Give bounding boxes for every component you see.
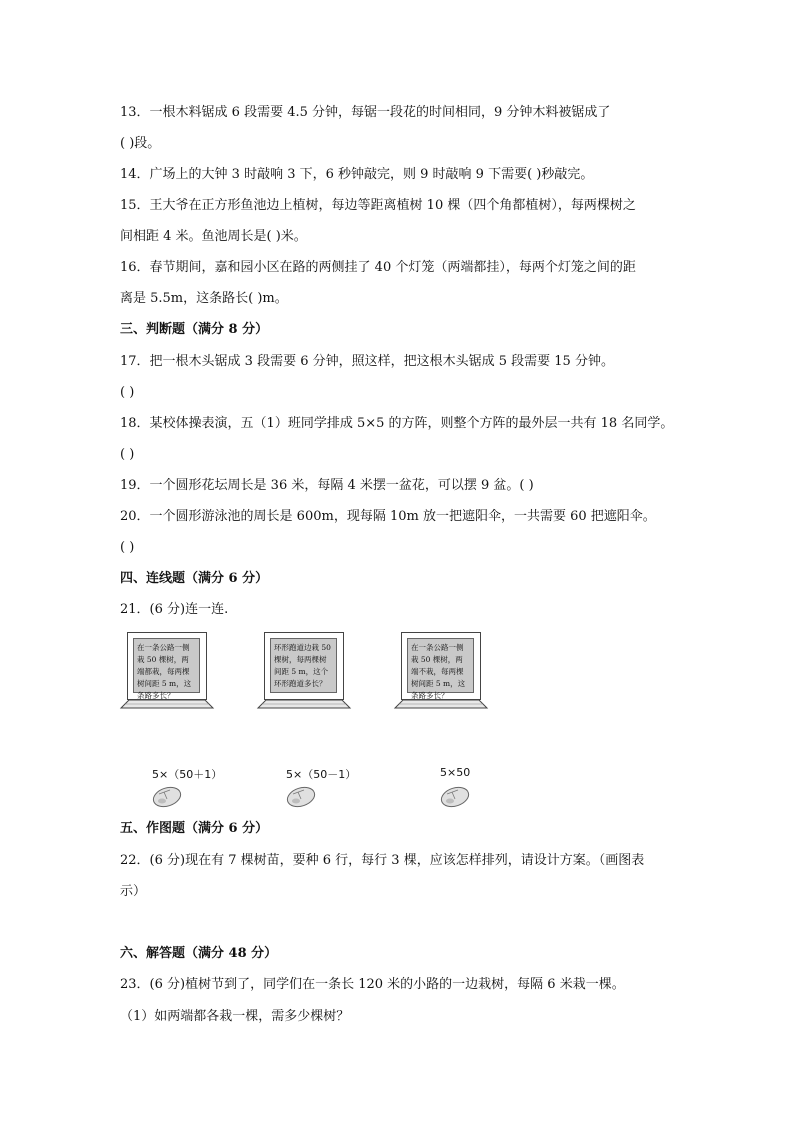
- computer-monitor-icon: [121, 632, 213, 710]
- question-17-answer-blank: ( ): [120, 385, 135, 400]
- question-23-part-1: （1）如两端都各栽一棵，需多少棵树？: [120, 1009, 350, 1024]
- question-20-answer-blank: ( ): [120, 540, 135, 555]
- expression-2: 5×（50－1）: [286, 768, 357, 781]
- monitor-frame: [264, 632, 344, 700]
- keyboard-base: [395, 700, 487, 710]
- question-23: 23．(6 分)植树节到了，同学们在一条长 120 米的小路的一边栽树，每隔 6 米栽一棵。: [120, 977, 625, 992]
- card-text-2: 环形跑道边栽 50 棵树，每两棵树间距 5 m，这个环形跑道多长？: [270, 638, 337, 693]
- question-22-line-1: 22．(6 分)现在有 7 棵树苗，要种 6 行，每行 3 棵，应该怎样排列，请设计方案。（画图表: [120, 853, 645, 868]
- question-18: 18．某校体操表演，五（1）班同学排成 5×5 的方阵，则整个方阵的最外层一共有 18 名同学。: [120, 416, 674, 431]
- card-text-1: 在一条公路一侧栽 50 棵树，两端都栽，每两棵树间距 5 m，这条路多长？: [133, 638, 200, 693]
- section-6-heading: 六、解答题（满分 48 分）: [120, 946, 278, 961]
- keyboard-base: [258, 700, 350, 710]
- question-13-line-1: 13．一根木料锯成 6 段需要 4.5 分钟，每锯一段花的时间相同，9 分钟木料被锯成了: [120, 105, 611, 120]
- question-16-line-2: 离是 5.5m，这条路长( )m。: [120, 291, 288, 306]
- question-15-line-2: 间相距 4 米。鱼池周长是( )米。: [120, 229, 307, 244]
- question-18-answer-blank: ( ): [120, 447, 135, 462]
- question-21: 21．(6 分)连一连.: [120, 602, 229, 617]
- computer-mouse-icon: [284, 784, 318, 810]
- section-3-heading: 三、判断题（满分 8 分）: [120, 322, 269, 337]
- section-5-heading: 五、作图题（满分 6 分）: [120, 821, 269, 836]
- keyboard-base: [121, 700, 213, 710]
- question-19: 19．一个圆形花坛周长是 36 米，每隔 4 米摆一盆花，可以摆 9 盆。( ): [120, 478, 534, 493]
- computer-monitor-icon: [258, 632, 350, 710]
- question-17: 17．把一根木头锯成 3 段需要 6 分钟，照这样，把这根木头锯成 5 段需要 15 分钟。: [120, 354, 614, 369]
- question-14: 14．广场上的大钟 3 时敲响 3 下，6 秒钟敲完，则 9 时敲响 9 下需要( )秒敲完。: [120, 167, 594, 182]
- expression-3: 5×50: [440, 766, 471, 779]
- question-15-line-1: 15．王大爷在正方形鱼池边上植树，每边等距离植树 10 棵（四个角都植树），每两棵树之: [120, 198, 636, 213]
- computer-mouse-icon: [438, 784, 472, 810]
- question-13-line-2: ( )段。: [120, 136, 161, 151]
- computer-mouse-icon: [150, 784, 184, 810]
- section-4-heading: 四、连线题（满分 6 分）: [120, 571, 269, 586]
- computer-monitor-icon: [395, 632, 487, 710]
- monitor-frame: [401, 632, 481, 700]
- question-22-line-2: 示）: [120, 884, 147, 899]
- question-20: 20．一个圆形游泳池的周长是 600m，现每隔 10m 放一把遮阳伞，一共需要 60 把遮阳伞。: [120, 509, 656, 524]
- monitor-frame: [127, 632, 207, 700]
- question-16-line-1: 16．春节期间，嘉和园小区在路的两侧挂了 40 个灯笼（两端都挂），每两个灯笼之间的距: [120, 260, 636, 275]
- card-text-3: 在一条公路一侧栽 50 棵树，两端不栽，每两棵树间距 5 m，这条路多长？: [407, 638, 474, 693]
- expression-1: 5×（50＋1）: [152, 768, 223, 781]
